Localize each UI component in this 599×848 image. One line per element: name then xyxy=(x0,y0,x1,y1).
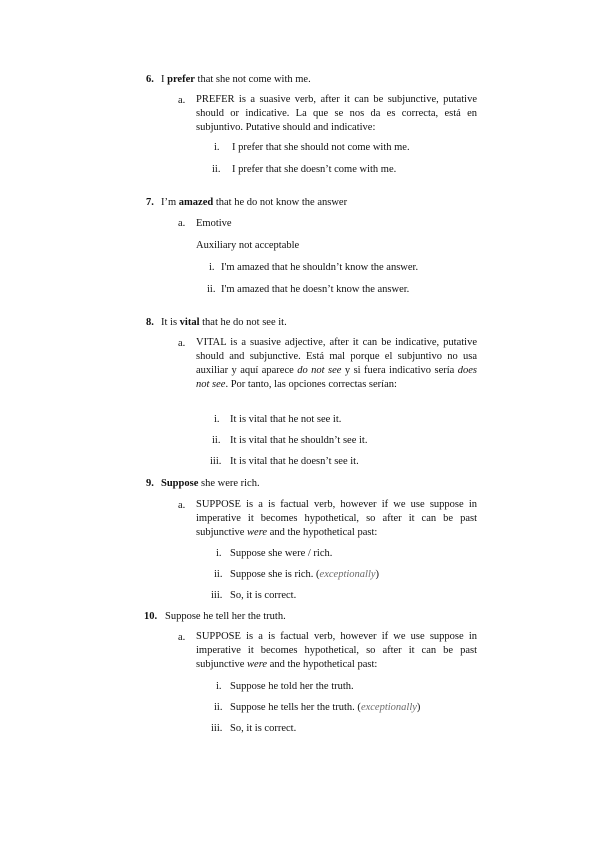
item-8-sentence: It is vital that he do not see it. xyxy=(161,317,287,328)
item-9-option-marker: iii. xyxy=(211,590,223,601)
item-10-option-text: Suppose he told her the truth. xyxy=(230,681,354,692)
item-10-option-marker: ii. xyxy=(214,702,223,713)
item-10-option-text: Suppose he tells her the truth. (exceptionally) xyxy=(230,702,421,713)
item-8-option-text: It is vital that he doesn’t see it. xyxy=(230,456,359,467)
item-7-label: Emotive xyxy=(196,218,232,229)
item-8-option-text: It is vital that he shouldn’t see it. xyxy=(230,435,368,446)
item-10-option-marker: i. xyxy=(216,681,222,692)
item-9-explanation: SUPPOSE is a is factual verb, however if we use suppose in imperative it becomes hypothetical, so after it can be past subjunctive were and the hypothetical past: xyxy=(196,499,477,538)
item-6-option-text: I prefer that she should not come with me. xyxy=(232,142,410,153)
item-9-option-text: So, it is correct. xyxy=(230,590,297,601)
item-10-sentence: Suppose he tell her the truth. xyxy=(165,611,286,622)
item-7-sentence: I’m amazed that he do not know the answer xyxy=(161,197,348,208)
item-9-sub-marker: a. xyxy=(178,500,186,511)
item-6-option-text: I prefer that she doesn’t come with me. xyxy=(232,164,397,175)
item-9-option-marker: i. xyxy=(216,548,222,559)
item-6-explanation: PREFER is a suasive verb, after it can be subjunctive, putative should or indicative. La que se nos da es correcta, está en subjuntivo. Putative should and indicative: xyxy=(196,94,477,133)
item-10-option-marker: iii. xyxy=(211,723,223,734)
item-8-option-marker: ii. xyxy=(212,435,221,446)
item-9-sentence: Suppose she were rich. xyxy=(161,478,260,489)
item-8-sub-marker: a. xyxy=(178,338,186,349)
item-10-option-text: So, it is correct. xyxy=(230,723,297,734)
item-9-option-marker: ii. xyxy=(214,569,223,580)
item-8-option-marker: i. xyxy=(214,414,220,425)
item-6-sentence: I prefer that she not come with me. xyxy=(161,74,311,85)
item-7-number: 7. xyxy=(146,197,154,208)
item-6-option-marker: ii. xyxy=(212,164,221,175)
item-7-option-marker: i. xyxy=(209,262,215,273)
item-7-option-text: I'm amazed that he shouldn’t know the answer. xyxy=(221,262,419,273)
item-9-number: 9. xyxy=(146,478,154,489)
item-8-option-text: It is vital that he not see it. xyxy=(230,414,342,425)
item-9-option-text: Suppose she were / rich. xyxy=(230,548,333,559)
item-6-sub-marker: a. xyxy=(178,95,186,106)
item-7-option-marker: ii. xyxy=(207,284,216,295)
item-7-note: Auxiliary not acceptable xyxy=(196,240,300,251)
item-8-number: 8. xyxy=(146,317,154,328)
item-6-number: 6. xyxy=(146,74,154,85)
item-6-option-marker: i. xyxy=(214,142,220,153)
item-10-explanation: SUPPOSE is a is factual verb, however if we use suppose in imperative it becomes hypothetical, so after it can be past subjunctive were and the hypothetical past: xyxy=(196,631,477,670)
item-8-option-marker: iii. xyxy=(210,456,222,467)
item-7-sub-marker: a. xyxy=(178,218,186,229)
item-8-explanation: VITAL is a suasive adjective, after it can be indicative, putative should and subjunctive. Está mal porque el subjuntivo no usa auxiliar y aquí aparece do not see y si fuera indicativo sería does not see. Por tanto, las opciones correctas serían: xyxy=(196,337,477,390)
item-10-number: 10. xyxy=(144,611,158,622)
item-7-option-text: I'm amazed that he doesn’t know the answer. xyxy=(221,284,410,295)
item-10-sub-marker: a. xyxy=(178,632,186,643)
item-9-option-text: Suppose she is rich. (exceptionally) xyxy=(230,569,380,580)
